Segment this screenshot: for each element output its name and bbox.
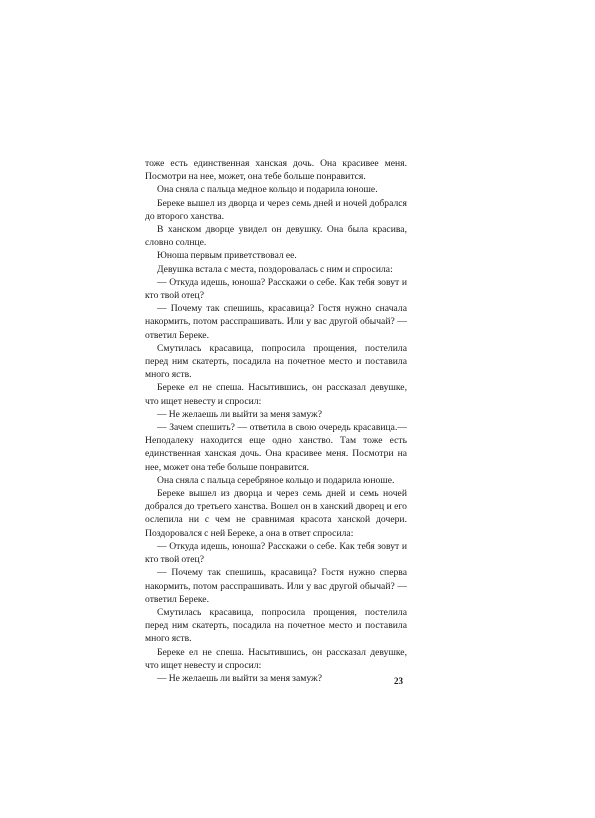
paragraph: Береке ел не спеша. Насытившись, он рассказал девушке, что ищет невесту и спросил: — [145, 382, 407, 407]
paragraph: Она сняла с пальца медное кольцо и подарила юноше. — [157, 184, 378, 196]
page-body — [145, 157, 407, 685]
paragraph: Береке вышел из дворца и через семь дней и ночей добрался до второго ханства. — [145, 197, 407, 222]
paragraph: Береке ел не спеша. Насытившись, он рассказал девушке, что ищет невесту и спросил: — [145, 646, 407, 671]
paragraph: — Откуда идешь, юноша? Расскажи о себе. Как тебя зовут и кто твой отец? — [145, 276, 407, 302]
paragraph: В ханском дворце увидел он девушку. Она была красива, словно солнце. — [145, 224, 407, 249]
paragraph: Девушка встала с места, поздоровалась с ним и спросила: — [157, 263, 393, 275]
paragraph: тоже есть единственная ханская дочь. Она красивее меня. Посмотри на нее, может, она тебе больше понравится. — [145, 158, 407, 183]
paragraph: — Не желаешь ли выйти за меня замуж? — [157, 672, 322, 684]
page-number: 23 — [394, 676, 403, 686]
paragraph: — Почему так спешишь, красавица? Гостя нужно сперва накормить, потом расспрашивать. Или у вас другой обычай? — ответил Береке. — [145, 567, 407, 605]
paragraph: — Не желаешь ли выйти за меня замуж? — [157, 408, 322, 420]
paragraph: Смутилась красавица, попросила прощения, постелила перед ним скатерть, посадила на почетное место и поставила много яств. — [145, 606, 407, 645]
paragraph: Береке вышел из дворца и через семь дней и семь ночей добрался до третьего ханства. Вошел он в ханский дворец и его ослепила ни с чем не сравнимая красота ханской дочери. Поздоровался с ней Береке, а она в ответ спросила: — [145, 488, 407, 539]
paragraph: — Зачем спешить? — ответила в свою очередь красавица.— Неподалеку находится еще одно ханство. Там тоже есть единственная ханская дочь. Она красивее меня. Посмотри на нее, может она тебе больше понравится. — [145, 422, 407, 473]
paragraph: Юноша первым приветствовал ее. — [157, 250, 297, 262]
paragraph: Она сняла с пальца серебряное кольцо и подарила юноше. — [157, 474, 395, 486]
paragraph: — Откуда идешь, юноша? Расскажи о себе. Как тебя зовут и кто твой отец? — [145, 540, 407, 566]
paragraph: — Почему так спешишь, красавица? Гостя нужно сначала накормить, потом расспрашивать. Или у вас другой обычай? — ответил Береке. — [145, 303, 407, 341]
paragraph: Смутилась красавица, попросила прощения, постелила перед ним скатерть, посадила на почетное место и поставила много яств. — [145, 342, 407, 381]
